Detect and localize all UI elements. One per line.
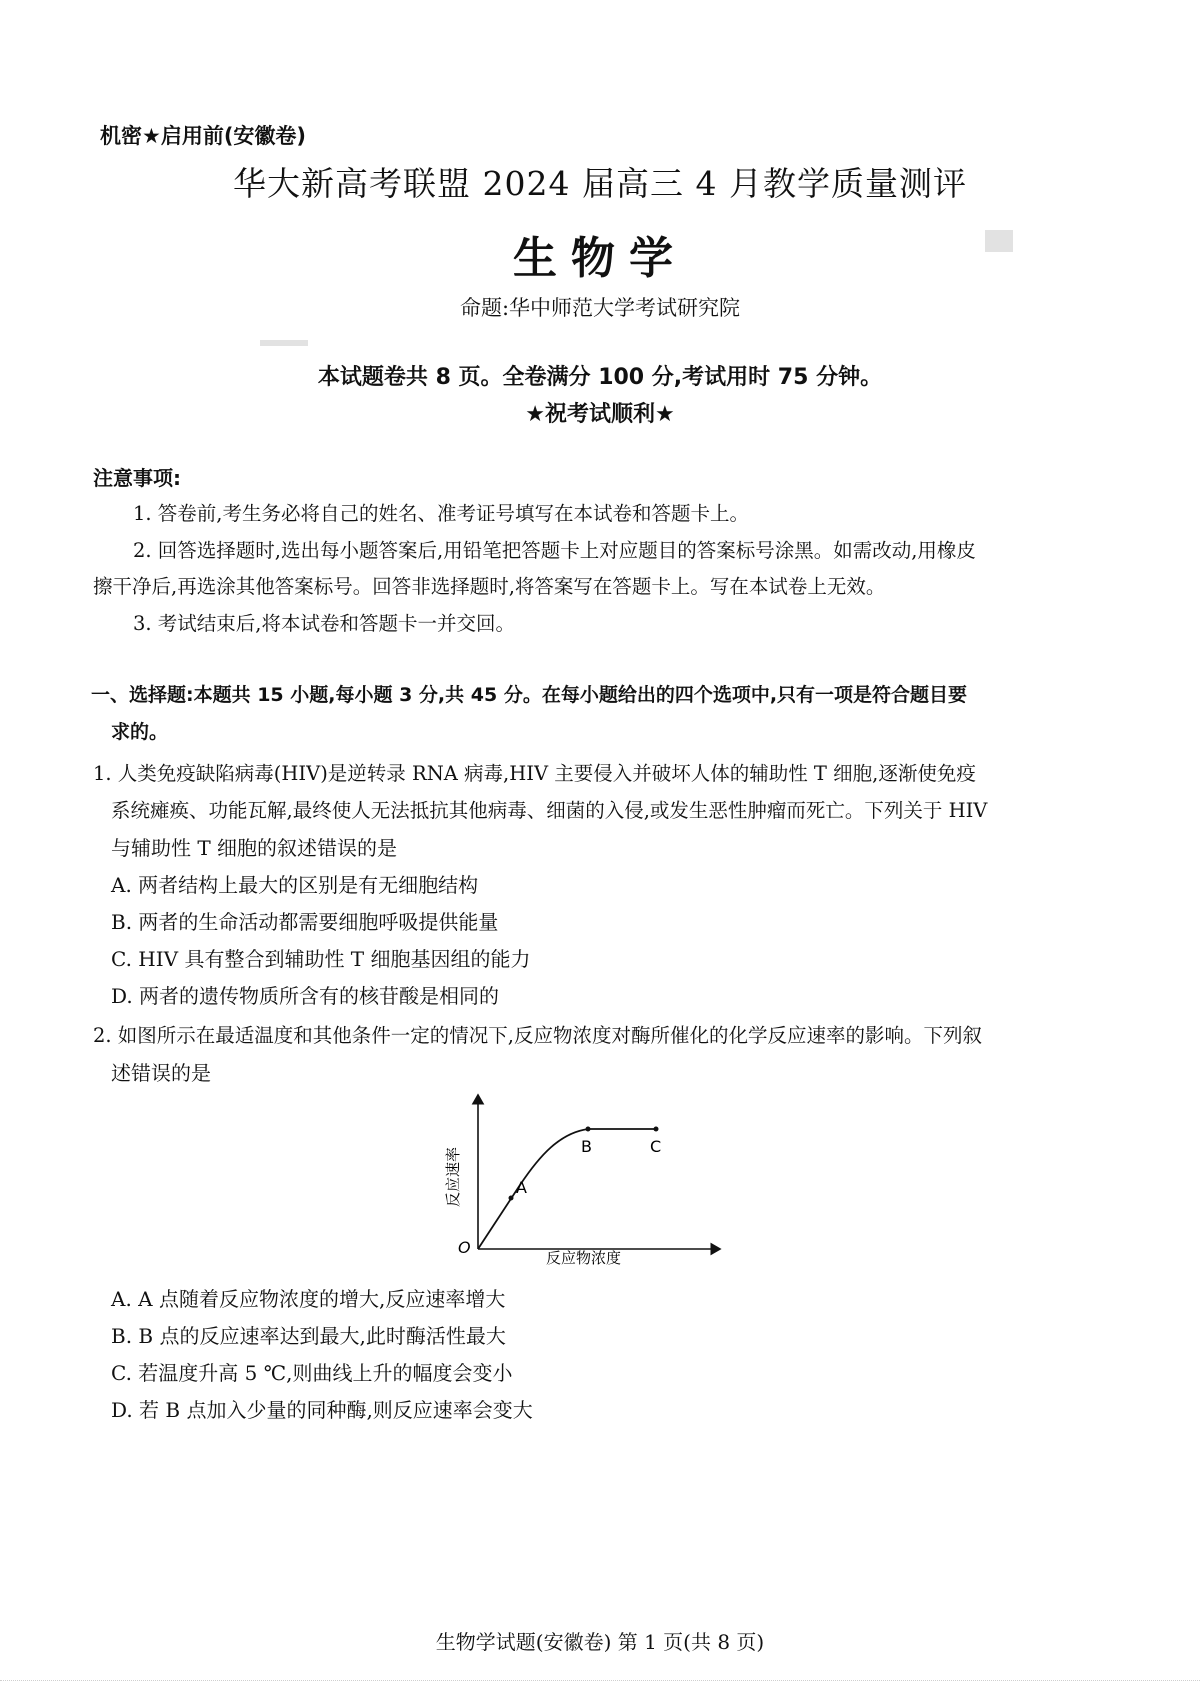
notice-item-2-cont: 擦干净后,再选涂其他答案标号。回答非选择题时,将答案写在答题卡上。写在本试卷上无效。 <box>93 575 886 598</box>
q2-stem-line-1: 2. 如图所示在最适温度和其他条件一定的情况下,反应物浓度对酶所催化的化学反应速率的影响。下列叙 <box>93 1024 983 1047</box>
y-axis-label: 反应速率 <box>444 1146 462 1207</box>
point-a-marker <box>509 1196 514 1201</box>
q1-stem-line-3: 与辅助性 T 细胞的叙述错误的是 <box>111 836 398 860</box>
origin-label: O <box>458 1238 471 1257</box>
paper-info: 本试题卷共 8 页。全卷满分 100 分,考试用时 75 分钟。 <box>317 365 883 390</box>
point-c-marker <box>654 1127 659 1132</box>
exam-title: 华大新高考联盟 2024 届高三 4 月教学质量测评 <box>233 164 967 203</box>
rate-curve <box>478 1129 656 1249</box>
confidential-label: 机密★启用前(安徽卷) <box>100 124 307 148</box>
point-b-label: B <box>581 1137 592 1156</box>
q1-option-c: C. HIV 具有整合到辅助性 T 细胞基因组的能力 <box>111 947 531 971</box>
rate-curve-figure <box>430 1085 730 1275</box>
q2-option-c: C. 若温度升高 5 ℃,则曲线上升的幅度会变小 <box>111 1361 513 1385</box>
subject-title: 生物学 <box>513 233 687 284</box>
q1-option-d: D. 两者的遗传物质所含有的核苷酸是相同的 <box>111 984 500 1008</box>
page-edge-divider <box>0 1680 1200 1681</box>
q2-option-d: D. 若 B 点加入少量的同种酶,则反应速率会变大 <box>111 1398 533 1422</box>
x-axis-label: 反应物浓度 <box>546 1249 622 1267</box>
scan-noise <box>985 230 1013 252</box>
q1-stem-line-1: 1. 人类免疫缺陷病毒(HIV)是逆转录 RNA 病毒,HIV 主要侵入并破坏人体的辅助性 T 细胞,逐渐使免疫 <box>93 762 976 785</box>
notice-item-2: 2. 回答选择题时,选出每小题答案后,用铅笔把答题卡上对应题目的答案标号涂黑。如需改动,用橡皮 <box>133 539 976 562</box>
notice-item-3: 3. 考试结束后,将本试卷和答题卡一并交回。 <box>133 612 516 635</box>
notice-heading: 注意事项: <box>93 466 181 490</box>
author-line: 命题:华中师范大学考试研究院 <box>459 296 741 320</box>
q1-option-b: B. 两者的生命活动都需要细胞呼吸提供能量 <box>111 910 499 934</box>
q1-option-a: A. 两者结构上最大的区别是有无细胞结构 <box>111 873 479 897</box>
q2-stem-line-2: 述错误的是 <box>111 1061 211 1085</box>
section-heading-cont: 求的。 <box>111 721 169 743</box>
point-c-label: C <box>650 1137 662 1156</box>
q1-stem-line-2: 系统瘫痪、功能瓦解,最终使人无法抵抗其他病毒、细菌的入侵,或发生恶性肿瘤而死亡。下列关于 HIV <box>111 799 988 822</box>
notice-item-1: 1. 答卷前,考生务必将自己的姓名、准考证号填写在本试卷和答题卡上。 <box>133 502 750 525</box>
q2-option-b: B. B 点的反应速率达到最大,此时酶活性最大 <box>111 1324 506 1348</box>
point-a-label: A <box>516 1178 527 1197</box>
section-heading: 一、选择题:本题共 15 小题,每小题 3 分,共 45 分。在每小题给出的四个选项中,只有一项是符合题目要 <box>91 684 968 706</box>
scan-noise <box>260 340 308 346</box>
point-b-marker <box>586 1127 591 1132</box>
page-footer: 生物学试题(安徽卷) 第 1 页(共 8 页) <box>435 1630 765 1654</box>
q2-option-a: A. A 点随着反应物浓度的增大,反应速率增大 <box>111 1287 506 1311</box>
good-luck-line: ★祝考试顺利★ <box>525 402 675 427</box>
